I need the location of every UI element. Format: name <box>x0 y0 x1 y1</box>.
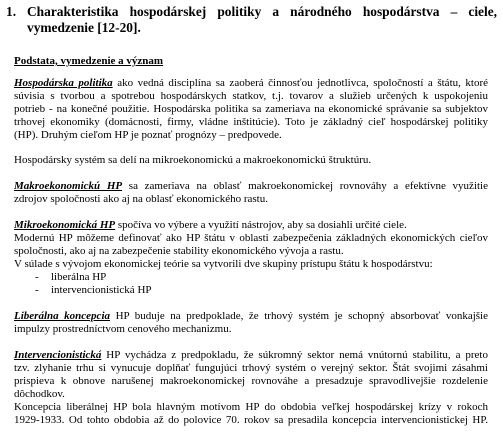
section-title-line-1: Charakteristika hospodárskej politiky a národného hospodárstva – ciele, <box>27 4 497 19</box>
p6-line-5: Koncepcia liberálnej HP bola hlavným motívom HP do obdobia veľkej hospodárskej krízy v rokoch <box>14 401 488 413</box>
term-intervencionisticka: Intervencionistická <box>14 349 102 361</box>
p6-line-3: prispieva k obnove narušenej makroekonomickej rovnováhe a presadzuje spravodlivejšie rozdelenie <box>14 375 488 387</box>
section-number: 1. <box>6 4 17 19</box>
term-mikroekonomicka-hp: Mikroekonomická HP <box>14 219 116 231</box>
p5-line-2: impulzy prostredníctvom cenového mechanizmu. <box>14 323 232 335</box>
p6-line-2: tzv. zlyhanie trhu si vynucuje doplňať fungujúci trhový systém o verejný sektor. Štát svojimi zásahmi <box>14 362 488 374</box>
list-item-intervencionisticka: intervencionistická HP <box>51 284 152 296</box>
list-dash: - <box>35 284 39 296</box>
term-makroekonomicka-hp: Makroekonomickú HP <box>14 180 123 192</box>
p1-line-2: súvisia s tvorbou a spotrebou hospodárskych statkov, t.j. tovarov a služieb určených k uspokojeniu <box>14 90 488 102</box>
term-liberalna-koncepcia: Liberálna koncepcia <box>14 310 110 322</box>
p3-line-2: zdrojov spoločnosti ako aj na oblasť ekonomického rastu. <box>14 193 268 205</box>
p4-line-2: Modernú HP môžeme definovať ako HP štátu v oblasti zabezpečenia základných ekonomických cieľov <box>14 232 488 244</box>
section-title-line-2: vymedzenie [12-20]. <box>27 20 141 35</box>
subheading: Podstata, vymedzenie a význam <box>14 55 164 67</box>
p6-line-6: 1929-1933. Od tohto obdobia až do polovice 70. rokov sa presadila koncepcia intervencionistickej HP. <box>14 414 488 426</box>
p6-line-1: Intervencionistická HP vychádza z predpokladu, že súkromný sektor nemá vnútornú stabilitu, a preto <box>14 349 488 361</box>
p6-line-4: dôchodkov. <box>14 388 65 400</box>
list-dash: - <box>35 271 39 283</box>
p1-line-3: potrieb - na konečné použitie. Hospodárska politika sa zameriava na ekonomické správanie sa subjektov <box>14 103 488 115</box>
p1-line-1: Hospodárska politika ako vedná disciplína sa zaoberá činnosťou jednotlivca, spoločností a štátu, ktoré <box>14 77 489 89</box>
p2-line: Hospodársky systém sa delí na mikroekonomickú a makroekonomickú štruktúru. <box>14 154 372 166</box>
p1-line-5: (HP). Druhým cieľom HP je poznať prognózy – predpovede. <box>14 129 282 141</box>
p4-line-4: V súlade s vývojom ekonomickej teórie sa vytvorili dve skupiny prístupu štátu k hospodárstvu: <box>14 258 433 270</box>
p4-line-3: spoločnosti, ako aj na zabezpečenie stability ekonomického vývoja a rastu. <box>14 245 344 257</box>
list-item-liberalna: liberálna HP <box>51 271 107 283</box>
p4-line-1: Mikroekonomická HP spočíva vo výbere a využití nástrojov, aby sa dosiahli určité ciele. <box>14 219 407 231</box>
p5-line-1: Liberálna koncepcia HP buduje na predpoklade, že trhový systém je schopný absorbovať vonkajšie <box>14 310 488 322</box>
p3-line-1: Makroekonomickú HP sa zameriava na oblasť makroekonomickej rovnováhy a efektívne využitie <box>14 180 488 192</box>
term-hospodarska-politika: Hospodárska politika <box>14 77 113 89</box>
p1-line-4: trhovej ekonomiky (domácnosti, firmy, vládne inštitúcie). Toto je základný cieľ hospodárskej politiky <box>14 116 488 128</box>
